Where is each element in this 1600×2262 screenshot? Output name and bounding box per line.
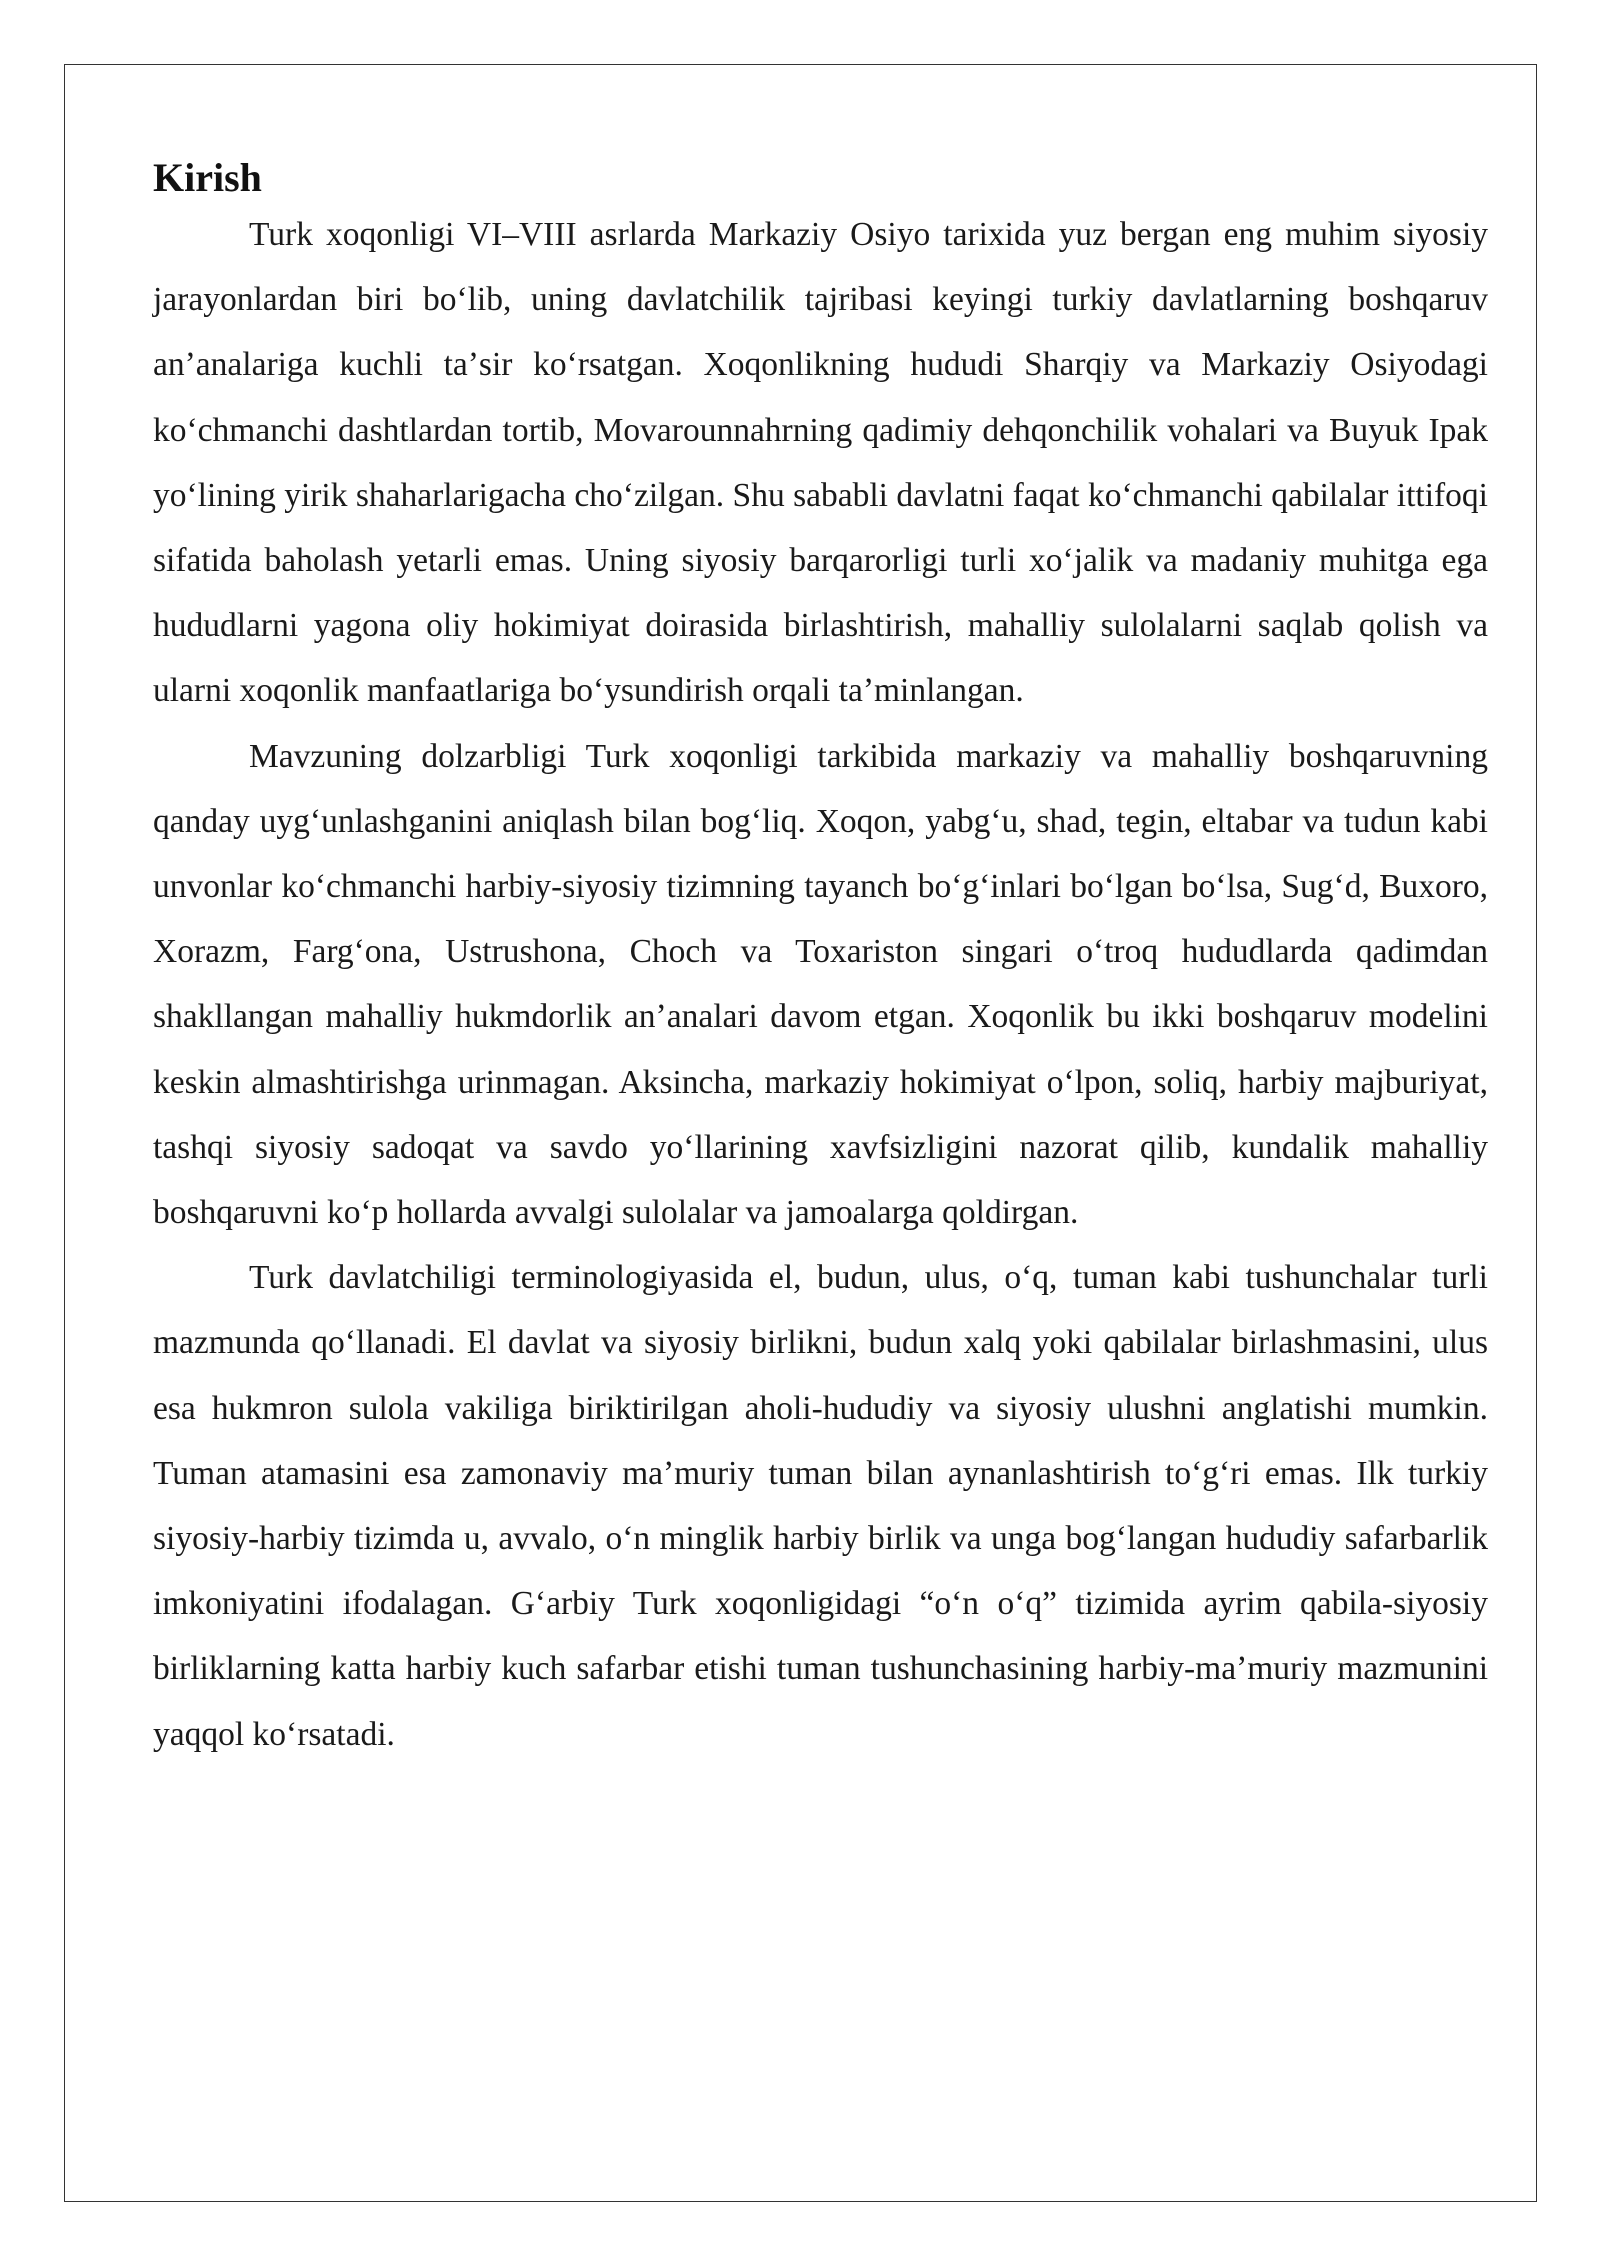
paragraph-relevance: Mavzuning dolzarbligi Turk xoqonligi tarkibida markaziy va mahalliy boshqaruvning qanday uygʻunlashganini aniqlash bilan bogʻliq. Xoqon, yabgʻu, shad, tegin, eltabar va tudun kabi unvonlar koʻchmanchi harbiy-siyosiy tizimning tayanch boʻgʻinlari boʻlgan boʻlsa, Sugʻd, Buxoro, Xorazm, Fargʻona, Ustrushona, Choch va Toxariston singari oʻtroq hududlarda qadimdan shakllangan mahalliy hukmdorlik anʼanalari davom etgan. Xoqonlik bu ikki boshqaruv modelini keskin almashtirishga urinmagan. Aksincha, markaziy hokimiyat oʻlpon, soliq, harbiy majburiyat, tashqi siyosiy sadoqat va savdo yoʻllarining xavfsizligini nazorat qilib, kundalik mahalliy boshqaruvni koʻp hollarda avvalgi sulolalar va jamoalarga qoldirgan. (153, 737, 1488, 1232)
paragraph-terminology: Turk davlatchiligi terminologiyasida el, budun, ulus, oʻq, tuman kabi tushunchalar turli mazmunda qoʻllanadi. El davlat va siyosiy birlikni, budun xalq yoki qabilalar birlashmasini, ulus esa hukmron sulola vakiliga biriktirilgan aholi-hududiy va siyosiy ulushni anglatishi mumkin. Tuman atamasini esa zamonaviy maʼmuriy tuman bilan aynanlashtirish toʻgʻri emas. Ilk turkiy siyosiy-harbiy tizimda u, avvalo, oʻn minglik harbiy birlik va unga bogʻlangan hududiy safarbarlik imkoniyatini ifodalagan. Gʻarbiy Turk xoqonligidagi “oʻn oʻq” tizimida ayrim qabila-siyosiy birliklarning katta harbiy kuch safarbar etishi tuman tushunchasining harbiy-maʼmuriy mazmunini yaqqol koʻrsatadi. (153, 1259, 1488, 1753)
document-body (153, 150, 1488, 1767)
section-heading: Kirish (153, 155, 262, 200)
paragraph-introduction: Turk xoqonligi VI–VIII asrlarda Markaziy Osiyo tarixida yuz bergan eng muhim siyosiy jarayonlardan biri boʻlib, uning davlatchilik tajribasi keyingi turkiy davlatlarning boshqaruv anʼanalariga kuchli taʼsir koʻrsatgan. Xoqonlikning hududi Sharqiy va Markaziy Osiyodagi koʻchmanchi dashtlardan tortib, Movarounnahrning qadimiy dehqonchilik vohalari va Buyuk Ipak yoʻlining yirik shaharlarigacha choʻzilgan. Shu sababli davlatni faqat koʻchmanchi qabilalar ittifoqi sifatida baholash yetarli emas. Uning siyosiy barqarorligi turli xoʻjalik va madaniy muhitga ega hududlarni yagona oliy hokimiyat doirasida birlashtirish, mahalliy sulolalarni saqlab qolish va ularni xoqonlik manfaatlariga boʻysundirish orqali taʼminlangan. (153, 216, 1488, 710)
